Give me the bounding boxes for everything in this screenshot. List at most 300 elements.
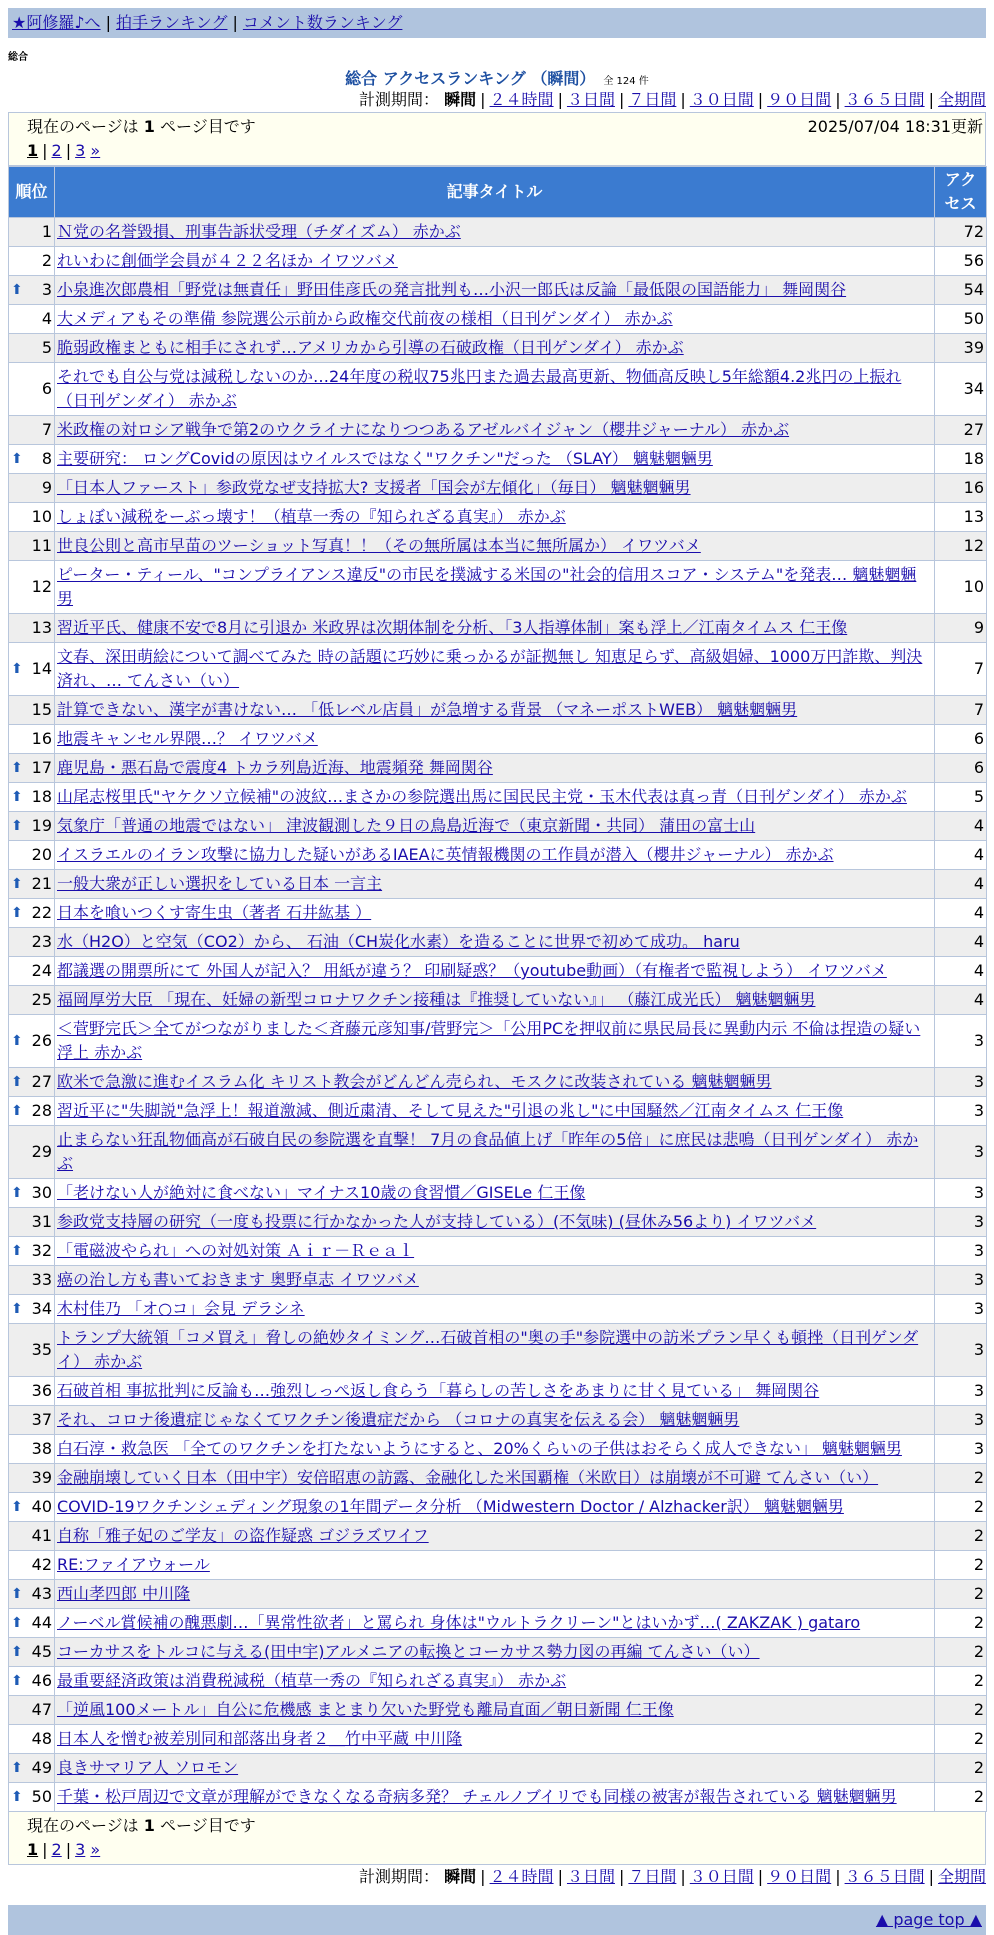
period-option-link[interactable]: ２４時間 [489,1867,554,1886]
access-count: 3 [935,1237,987,1266]
period-separator: | [928,1867,934,1886]
article-title-link[interactable]: 計算できない、漢字が書けない… 「低レベル店員」が急増する背景 （マネーポストWEB） 魑魅魍魎男 [57,700,798,719]
access-count: 7 [935,696,987,725]
table-row [9,754,987,783]
table-row [9,643,987,696]
article-title-link[interactable]: 「老けない人が絶対に食べない」マイナス10歳の食習慣／GISELe 仁王像 [57,1183,586,1202]
rank-number: 45 [31,1642,52,1661]
pager-page-link[interactable]: 3 [75,141,86,160]
rank-cell [9,1295,55,1324]
title-cell [55,1237,935,1266]
title-cell [55,1435,935,1464]
article-title-link[interactable]: 山尾志桜里氏"ヤケクソ立候補"の波紋…まさかの参院選出馬に国民民主党・玉木代表は真っ青（日刊ゲンダイ） 赤かぶ [57,787,907,806]
rank-cell [9,1522,55,1551]
rank-cell [9,1754,55,1783]
access-count: 3 [935,1377,987,1406]
period-selector-top [8,88,986,112]
title-cell [55,725,935,754]
access-count: 2 [935,1638,987,1667]
pager-page-link[interactable]: 1 [27,141,39,160]
rank-cell [9,1208,55,1237]
rank-number: 8 [41,449,52,468]
rank-cell [9,643,55,696]
access-count: 4 [935,928,987,957]
rank-up-arrow-icon: ⬆ [11,1673,23,1689]
table-row [9,1725,987,1754]
title-cell [55,1754,935,1783]
access-count: 3 [935,1324,987,1377]
rank-cell [9,1696,55,1725]
period-option-link[interactable]: 全期間 [937,90,986,109]
rank-up-arrow-icon: ⬆ [11,1243,23,1259]
rank-up-arrow-icon: ⬆ [11,876,23,892]
access-count: 39 [935,334,987,363]
period-label: 計測期間： [359,1867,440,1886]
table-row [9,1609,987,1638]
title-cell [55,614,935,643]
rank-number: 1 [41,222,52,241]
article-title-link[interactable]: 自称「雅子妃のご学友」の盗作疑惑 ゴジラズワイフ [57,1526,429,1545]
rank-cell [9,363,55,416]
title-cell [55,1580,935,1609]
article-title-link[interactable]: トランプ大統領「コメ買え」脅しの絶妙タイミング…石破首相の"奥の手"参院選中の訪米プラン早くも頓挫（日刊ゲンダイ） 赤かぶ [57,1328,919,1371]
access-count: 72 [935,218,987,247]
table-row [9,1667,987,1696]
nav-link-clap-ranking[interactable]: 拍手ランキング [115,13,228,32]
period-option-link[interactable]: ３６５日間 [844,1867,925,1886]
access-count: 4 [935,986,987,1015]
title-cell [55,783,935,812]
article-title-link[interactable]: 習近平に"失脚説"急浮上！報道激減、側近粛清、そして見えた"引退の兆し"に中国騒然／江南タイムス 仁王像 [57,1101,844,1120]
table-row [9,1126,987,1179]
pager-page-link[interactable]: 3 [75,1840,86,1859]
rank-number: 22 [31,903,52,922]
rank-number: 15 [31,700,52,719]
access-count: 2 [935,1609,987,1638]
page-info-bottom [8,1812,986,1865]
period-separator: | [480,90,486,109]
table-row [9,1237,987,1266]
nav-link-comment-ranking[interactable]: コメント数ランキング [242,13,403,32]
rank-number: 32 [31,1241,52,1260]
title-cell [55,416,935,445]
rank-number: 24 [31,961,52,980]
title-cell [55,1377,935,1406]
article-title-link[interactable]: RE:ファイアウォール [57,1555,210,1574]
title-cell [55,1667,935,1696]
article-title-link[interactable]: 欧米で急激に進むイスラム化 キリスト教会がどんどん売られ、モスクに改装されている 魑魅魍魎男 [57,1072,772,1091]
title-cell [55,305,935,334]
rank-up-arrow-icon: ⬆ [11,451,23,467]
table-row [9,218,987,247]
table-row [9,1208,987,1237]
title-cell [55,1208,935,1237]
rank-cell [9,899,55,928]
article-title-link[interactable]: ＜菅野完氏＞全てがつながりました＜斉藤元彦知事/菅野完＞「公用PCを押収前に県民局長に異動内示 不倫は捏造の疑い浮上 赤かぶ [57,1019,921,1062]
title-cell [55,1551,935,1580]
article-title-link[interactable]: 水（H2O）と空気（CO2）から、 石油（CH炭化水素）を造ることに世界で初めて成功。 haru [57,932,740,951]
rank-cell [9,1551,55,1580]
rank-cell [9,841,55,870]
article-title-link[interactable]: それでも自公与党は減税しないのか…24年度の税収75兆円また過去最高更新、物価高反映し5年総額4.2兆円の上振れ（日刊ゲンダイ） 赤かぶ [57,367,902,410]
nav-link-asyura[interactable]: ★阿修羅♪へ [12,13,101,32]
category-label: 総合 [8,52,28,63]
rank-number: 50 [31,1787,52,1806]
access-count: 56 [935,247,987,276]
table-row [9,1638,987,1667]
rank-cell [9,928,55,957]
rank-cell [9,1580,55,1609]
total-count: 全 124 件 [603,76,649,87]
article-title-link[interactable]: 「日本人ファースト」参政党なぜ支持拡大? 支援者「国会が左傾化」（毎日） 魑魅魍魎男 [57,478,691,497]
title-cell [55,928,935,957]
title-cell [55,696,935,725]
rank-number: 23 [31,932,52,951]
access-count: 3 [935,1097,987,1126]
table-row [9,1696,987,1725]
period-separator: | [928,90,934,109]
period-option-link[interactable]: ３日間 [566,90,615,109]
pager-next-link[interactable]: » [90,1840,101,1859]
period-selector-bottom [8,1865,986,1889]
access-count: 16 [935,474,987,503]
rank-up-arrow-icon: ⬆ [11,1644,23,1660]
title-cell [55,503,935,532]
table-row [9,474,987,503]
access-count: 4 [935,841,987,870]
article-title-link[interactable]: 西山孝四郎 中川隆 [57,1584,191,1603]
rank-cell [9,696,55,725]
table-row [9,363,987,416]
article-title-link[interactable]: 日本人を憎む被差別同和部落出身者２＿竹中平蔵 中川隆 [57,1729,463,1748]
rank-cell [9,1493,55,1522]
rank-up-arrow-icon: ⬆ [11,1789,23,1805]
title-cell [55,1609,935,1638]
article-title-link[interactable]: 日本を喰いつくす寄生虫（著者 石井紘基 ） [57,903,372,922]
pager-page-link[interactable]: 2 [51,141,62,160]
rank-cell [9,1435,55,1464]
pager-separator: | [65,1840,72,1859]
rank-cell [9,1464,55,1493]
rank-number: 47 [31,1700,52,1719]
rank-number: 25 [31,990,52,1009]
rank-cell [9,561,55,614]
table-row [9,503,987,532]
title-cell [55,812,935,841]
table-row [9,986,987,1015]
table-row [9,841,987,870]
title-cell [55,1015,935,1068]
pager-separator: | [42,1840,48,1859]
access-count: 2 [935,1493,987,1522]
period-separator: | [680,1867,686,1886]
access-count: 3 [935,1406,987,1435]
article-title-link[interactable]: 世良公則と高市早苗のツーショット写真！！（その無所属は本当に無所属か） イワツバメ [57,536,701,555]
rank-number: 9 [41,478,52,497]
table-row [9,957,987,986]
table-row [9,1324,987,1377]
rank-cell [9,1406,55,1435]
period-option-link[interactable]: ７日間 [628,1867,677,1886]
rank-cell [9,1638,55,1667]
pagination-bottom [27,1838,985,1862]
rank-cell [9,725,55,754]
page-container [8,0,986,1935]
rank-number: 43 [31,1584,52,1603]
rank-up-arrow-icon: ⬆ [11,1103,23,1119]
article-title-link[interactable]: 脆弱政権まともに相手にされず…アメリカから引導の石破政権（日刊ゲンダイ） 赤かぶ [57,338,684,357]
article-title-link[interactable]: イスラエルのイラン攻撃に協力した疑いがあるIAEAに英情報機関の工作員が潜入（櫻井ジャーナル） 赤かぶ [57,845,834,864]
rank-up-arrow-icon: ⬆ [11,1185,23,1201]
article-title-link[interactable]: 白石淳・救急医 「全てのワクチンを打たないようにすると、20%くらいの子供はおそらく成人できない」 魑魅魍魎男 [57,1439,902,1458]
nav-separator: | [105,13,111,32]
access-count: 2 [935,1580,987,1609]
access-count: 50 [935,305,987,334]
rank-number: 38 [31,1439,52,1458]
title-cell [55,334,935,363]
table-row [9,334,987,363]
period-option-link[interactable]: ２４時間 [489,90,554,109]
table-row [9,1493,987,1522]
access-count: 54 [935,276,987,305]
rank-number: 46 [31,1671,52,1690]
rank-number: 10 [31,507,52,526]
period-separator: | [835,90,841,109]
rank-number: 17 [31,758,52,777]
rank-up-arrow-icon: ⬆ [11,1301,23,1317]
article-title-link[interactable]: 木村佳乃 「オ○コ」会見 デラシネ [57,1299,305,1318]
column-header-access: アクセス [935,167,987,218]
access-count: 12 [935,532,987,561]
article-title-link[interactable]: 止まらない狂乱物価高が石破自民の参院選を直撃！ 7月の食品値上げ「昨年の5倍」に庶民は悲鳴（日刊ゲンダイ） 赤かぶ [57,1130,919,1173]
rank-number: 39 [31,1468,52,1487]
rank-number: 5 [41,338,52,357]
article-title-link[interactable]: 都議選の開票所にて 外国人が記入？ 用紙が違う？ 印刷疑惑？（youtube動画）（有権者で監視しよう） イワツバメ [57,961,887,980]
access-count: 2 [935,1667,987,1696]
access-count: 3 [935,1068,987,1097]
article-title-link[interactable]: 地震キャンセル界隈…？ イワツバメ [57,729,318,748]
rank-number: 3 [41,280,52,299]
title-cell [55,1725,935,1754]
period-option-link[interactable]: ３０日間 [689,90,754,109]
column-header-rank: 順位 [9,167,55,218]
rank-number: 28 [31,1101,52,1120]
period-current: 瞬間 [444,90,477,109]
article-title-link[interactable]: 「電磁波やられ」への対処対策 Ａｉｒ－Ｒｅａｌ [57,1241,415,1260]
access-count: 34 [935,363,987,416]
pager-separator: | [42,141,48,160]
period-option-link[interactable]: 全期間 [937,1867,986,1886]
rank-number: 37 [31,1410,52,1429]
article-title-link[interactable]: 最重要経済政策は消費税減税（植草一秀の『知られざる真実』） 赤かぶ [57,1671,567,1690]
article-title-link[interactable]: 気象庁「普通の地震ではない」 津波観測した９日の鳥島近海で（東京新聞・共同） 蒲田の富士山 [57,816,756,835]
table-row [9,1097,987,1126]
table-row [9,1015,987,1068]
article-title-link[interactable]: 大メディアもその準備 参院選公示前から政権交代前夜の様相（日刊ゲンダイ） 赤かぶ [57,309,673,328]
table-row [9,1406,987,1435]
rank-number: 13 [31,618,52,637]
article-title-link[interactable]: 習近平氏、健康不安で8月に引退か 米政界は次期体制を分析、「3人指導体制」案も浮上／江南タイムス 仁王像 [57,618,848,637]
rank-cell [9,218,55,247]
rank-cell [9,1609,55,1638]
column-header-title: 記事タイトル [55,167,935,218]
title-cell [55,1266,935,1295]
article-title-link[interactable]: Ｎ党の名誉毀損、刑事告訴状受理（チダイズム） 赤かぶ [57,222,461,241]
rank-number: 35 [31,1340,52,1359]
rank-cell [9,870,55,899]
table-row [9,1179,987,1208]
title-cell [55,532,935,561]
article-title-link[interactable]: 良きサマリア人 ソロモン [57,1758,239,1777]
rank-number: 41 [31,1526,52,1545]
article-title-link[interactable]: それ、コロナ後遺症じゃなくてワクチン後遺症だから （コロナの真実を伝える会） 魑魅魍魎男 [57,1410,740,1429]
table-row [9,899,987,928]
rank-cell [9,783,55,812]
article-title-link[interactable]: COVID-19ワクチンシェディング現象の1年間データ分析 （Midwestern Doctor / Alzhacker訳） 魑魅魍魎男 [57,1497,844,1516]
rank-up-arrow-icon: ⬆ [11,1074,23,1090]
rank-number: 49 [31,1758,52,1777]
rank-cell [9,812,55,841]
access-count: 3 [935,1266,987,1295]
rank-cell [9,986,55,1015]
rank-cell [9,1266,55,1295]
pager-next-link[interactable]: » [90,141,101,160]
access-count: 3 [935,1295,987,1324]
title-cell [55,247,935,276]
article-title-link[interactable]: 金融崩壊していく日本（田中宇）安倍昭恵の訪露、金融化した米国覇権（米欧日）は崩壊が不可避 てんさい（い） [57,1468,879,1487]
rank-cell [9,614,55,643]
access-count: 4 [935,870,987,899]
page-top-link[interactable]: ▲ page top ▲ [875,1910,982,1929]
table-row [9,1266,987,1295]
rank-number: 11 [31,536,52,555]
title-cell [55,986,935,1015]
table-row [9,1435,987,1464]
article-title-link[interactable]: 福岡厚労大臣 「現在、妊婦の新型コロナワクチン接種は『推奨していない』」 （藤江成光氏） 魑魅魍魎男 [57,990,816,1009]
title-cell [55,899,935,928]
rank-number: 20 [31,845,52,864]
rank-up-arrow-icon: ⬆ [11,1586,23,1602]
access-count: 3 [935,1435,987,1464]
article-title-link[interactable]: 癌の治し方も書いておきます 奥野卓志 イワツバメ [57,1270,419,1289]
rank-cell [9,445,55,474]
period-separator: | [680,90,686,109]
title-cell [55,1493,935,1522]
article-title-link[interactable]: 「逆風100メートル」自公に危機感 まとまり欠いた野党も離局直面／朝日新聞 仁王像 [57,1700,674,1719]
title-cell [55,363,935,416]
article-title-link[interactable]: 一般大衆が正しい選択をしている日本 一言主 [57,874,383,893]
rank-up-arrow-icon: ⬆ [11,1615,23,1631]
article-title-link[interactable]: れいわに創価学会員が４２２名ほか イワツバメ [57,251,398,270]
access-count: 2 [935,1725,987,1754]
pager-separator: | [65,141,72,160]
article-title-link[interactable]: ノーベル賞候補の醜悪劇…「異常性欲者」と罵られ 身体は"ウルトラクリーン"とはいかず…( ZAKZAK ) gataro [57,1613,861,1632]
access-count: 13 [935,503,987,532]
article-title-link[interactable]: コーカサスをトルコに与える(田中宇)アルメニアの転換とコーカサス勢力図の再編 てんさい（い） [57,1642,760,1661]
table-row [9,416,987,445]
period-option-link[interactable]: ３６５日間 [844,90,925,109]
period-separator: | [618,1867,625,1886]
article-title-link[interactable]: 石破首相 事拡批判に反論も…強烈しっぺ返し食らう「暮らしの苦しさをあまりに甘く見ている」 舞岡関谷 [57,1381,820,1400]
table-row [9,812,987,841]
article-title-link[interactable]: 米政権の対ロシア戦争で第2のウクライナになりつつあるアゼルバイジャン（櫻井ジャーナル） 赤かぶ [57,420,790,439]
access-count: 2 [935,1551,987,1580]
title-cell [55,841,935,870]
article-title-link[interactable]: 参政党支持層の研究（一度も投票に行かなかった人が支持している）(不気味) (昼休み56より) イワツバメ [57,1212,817,1231]
rank-cell [9,1179,55,1208]
table-row [9,928,987,957]
rank-number: 36 [31,1381,52,1400]
page-info-top [8,112,986,166]
title-cell [55,561,935,614]
title-cell [55,1324,935,1377]
rank-cell [9,1667,55,1696]
rank-cell [9,247,55,276]
rank-cell [9,754,55,783]
current-page-text: 現在のページは 1 ページ目です [27,1816,256,1835]
access-count: 10 [935,561,987,614]
article-title-link[interactable]: 鹿児島・悪石島で震度4 トカラ列島近海、地震頻発 舞岡関谷 [57,758,493,777]
access-count: 4 [935,957,987,986]
article-title-link[interactable]: しょぼい減税をーぶっ壊す！（植草一秀の『知られざる真実』） 赤かぶ [57,507,566,526]
updated-timestamp: 2025/07/04 18:31更新 [807,117,983,136]
table-row [9,445,987,474]
access-count: 2 [935,1783,987,1812]
title-cell [55,1179,935,1208]
pager-page-link[interactable]: 2 [51,1840,62,1859]
title-cell [55,1126,935,1179]
article-title-link[interactable]: 小泉進次郎農相「野党は無責任」野田佳彦氏の発言批判も…小沢一郎氏は反論「最低限の国語能力」 舞岡関谷 [57,280,847,299]
rank-number: 21 [31,874,52,893]
rank-cell [9,334,55,363]
rank-up-arrow-icon: ⬆ [11,818,23,834]
article-title-link[interactable]: 文春、深田萌絵について調べてみた 時の話題に巧妙に乗っかるが証拠無し 知恵足らず、高級娼婦、1000万円詐欺、判決済れ、… てんさい（い） [57,647,923,690]
table-row [9,561,987,614]
access-count: 27 [935,416,987,445]
title-cell [55,218,935,247]
rank-cell [9,532,55,561]
rank-number: 16 [31,729,52,748]
rank-number: 27 [31,1072,52,1091]
access-count: 5 [935,783,987,812]
rank-number: 18 [31,787,52,806]
period-separator: | [757,90,764,109]
title-cell [55,870,935,899]
rank-number: 2 [41,251,52,270]
rank-cell [9,957,55,986]
period-option-link[interactable]: ９０日間 [767,1867,832,1886]
title-cell [55,445,935,474]
period-option-link[interactable]: ３日間 [566,1867,615,1886]
access-count: 4 [935,899,987,928]
rank-up-arrow-icon: ⬆ [11,661,23,677]
rank-cell [9,1097,55,1126]
article-title-link[interactable]: 主要研究： ロングCovidの原因はウイルスではなく"ワクチン"だった （SLAY） 魑魅魍魎男 [57,449,713,468]
period-option-link[interactable]: ３０日間 [689,1867,754,1886]
table-row [9,1783,987,1812]
title-cell [55,1295,935,1324]
period-option-link[interactable]: ９０日間 [767,90,832,109]
period-option-link[interactable]: ７日間 [628,90,677,109]
table-row [9,1580,987,1609]
pager-page-link[interactable]: 1 [27,1840,39,1859]
article-title-link[interactable]: 千葉・松戸周辺で文章が理解ができなくなる奇病多発？ チェルノブイリでも同様の被害が報告されている 魑魅魍魎男 [57,1787,897,1806]
rank-number: 26 [31,1031,52,1050]
article-title-link[interactable]: ピーター・ティール、"コンプライアンス違反"の市民を撲滅する米国の"社会的信用スコア・システム"を発表… 魑魅魍魎男 [57,565,917,608]
rank-cell [9,1377,55,1406]
rank-cell [9,1783,55,1812]
rank-number: 4 [41,309,52,328]
